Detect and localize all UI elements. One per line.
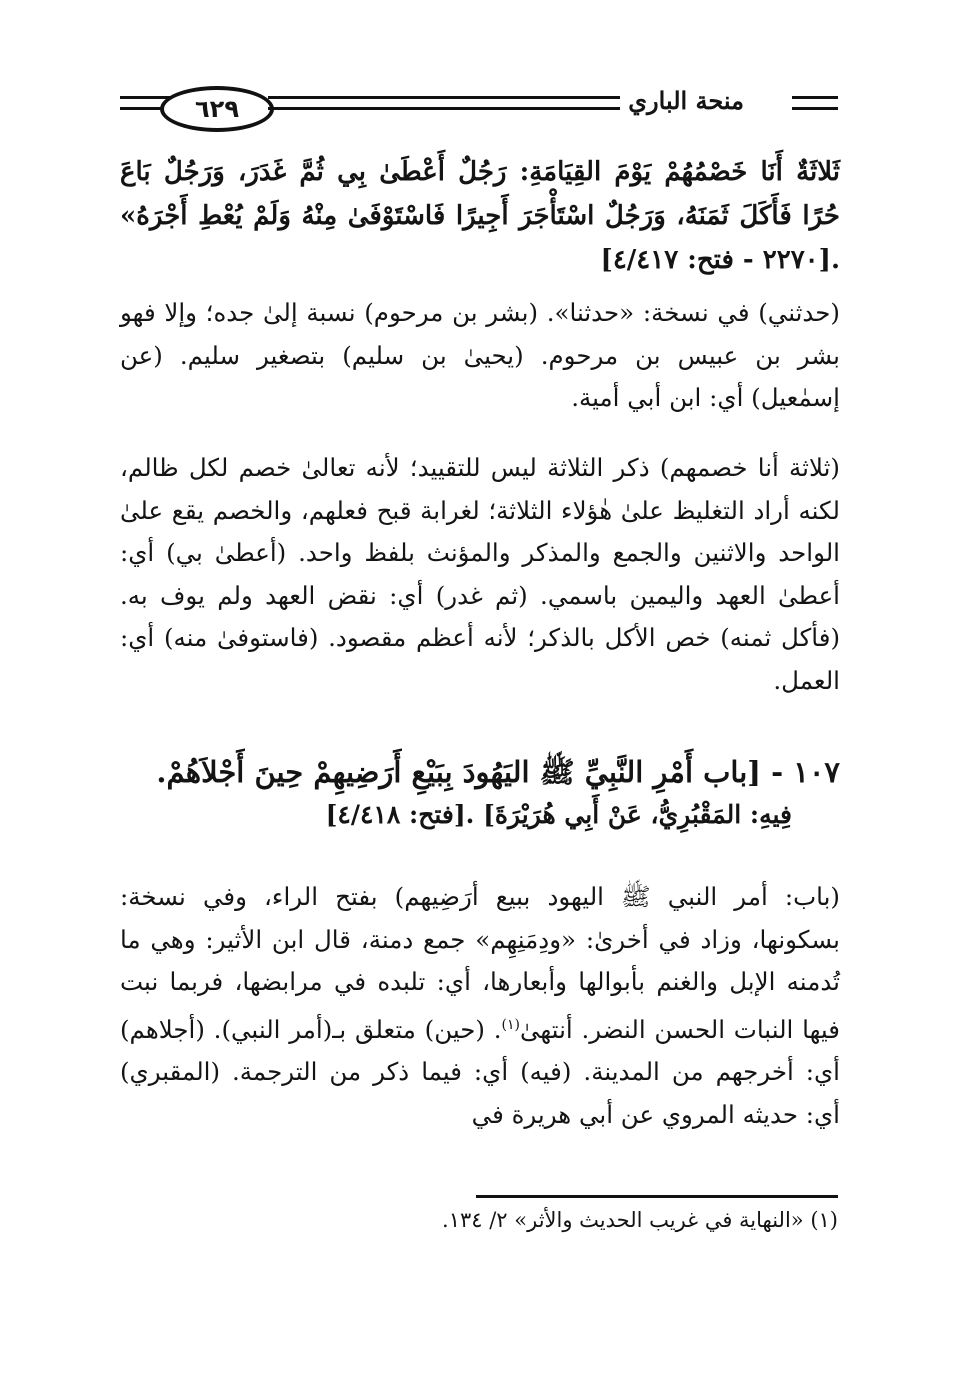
page-header [120, 80, 838, 130]
commentary-paragraph-3 [120, 876, 840, 1136]
header-rule-middle-bottom [268, 107, 620, 110]
footnote-reference[interactable]: (١) [501, 1016, 520, 1033]
footnote-text: (١) «النهاية في غريب الحديث والأثر» ٢/ ١٣٤. [442, 1208, 838, 1232]
chapter-subheading: فِيهِ: المَقْبُرِيُّ، عَنْ أَبِي هُرَيْرَةَ] .[فتح: ٤/٤١٨] [325, 800, 792, 829]
header-rule-right-bottom [792, 107, 838, 110]
hadith-text: ثَلاثَةٌ أَنَا خَصْمُهُمْ يَوْمَ القِيَامَةِ: رَجُلٌ أَعْطَىٰ بِي ثُمَّ غَدَرَ، وَرَجُلٌ بَاعَ حُرًا فَأَكَلَ ثَمَنَهُ، وَرَجُلٌ اسْتَأْجَرَ أَجِيرًا فَاسْتَوْفَىٰ مِنْهُ وَلَمْ يُعْطِ أَجْرَهُ» .[٢٢٧٠ - فتح: ٤/٤١٧] [120, 157, 840, 275]
page-number: ٦٢٩ [160, 86, 274, 132]
chapter-heading: ١٠٧ - [باب أَمْرِ النَّبِيِّ ﷺ اليَهُودَ بِبَيْعِ أَرَضِيهِمْ حِينَ أَجْلاَهُمْ. [156, 755, 840, 789]
footnote-divider [476, 1195, 838, 1198]
header-rule-right-top [792, 96, 838, 99]
paragraph-3-continuation: . (حين) متعلق بـ(أمر النبي). (أجلاهم) أي: أخرجهم من المدينة. (فيه) أي: فيما ذكر من الترجمة. (المقبري) أي: حديثه المروي عن أبي هريرة في [120, 1014, 840, 1129]
commentary-paragraph-1: (حدثني) في نسخة: «حدثنا». (بشر بن مرحوم) نسبة إلىٰ جده؛ وإلا فهو بشر بن عبيس بن مرحوم. (يحيىٰ بن سليم) بتصغير سليم. (عن إسمٰعيل) أي: ابن أبي أمية. [120, 298, 840, 412]
header-rule-middle-top [268, 96, 620, 99]
paragraph-3-text: (باب: أمر النبي ﷺ اليهود ببيع أرَضِيهم) بفتح الراء، وفي نسخة: بسكونها، وزاد في أخرىٰ: «ودِمَنِهِم» جمع دمنة، قال ابن الأثير: وهي ما تُدمنه الإبل والغنم بأبوالها وأبعارها، أي: تلبده في مرابضها، فربما نبت فيها النبات الحسن النضر. أنتهىٰ [120, 882, 840, 1044]
commentary-paragraph-2: (ثلاثة أنا خصمهم) ذكر الثلاثة ليس للتقييد؛ لأنه تعالىٰ خصم لكل ظالم، لكنه أراد التغليظ علىٰ هٰؤلاء الثلاثة؛ لغرابة قبح فعلهم، والخصم يقع علىٰ الواحد والاثنين والجمع والمذكر والمؤنث بلفظ واحد. (أعطىٰ بي) أي: أعطىٰ العهد واليمين باسمي. (ثم غدر) أي: نقض العهد ولم يوف به. (فأكل ثمنه) خص الأكل بالذكر؛ لأنه أعظم مقصود. (فاستوفىٰ منه) أي: العمل. [120, 453, 840, 695]
book-title: منحة الباري [628, 86, 744, 115]
